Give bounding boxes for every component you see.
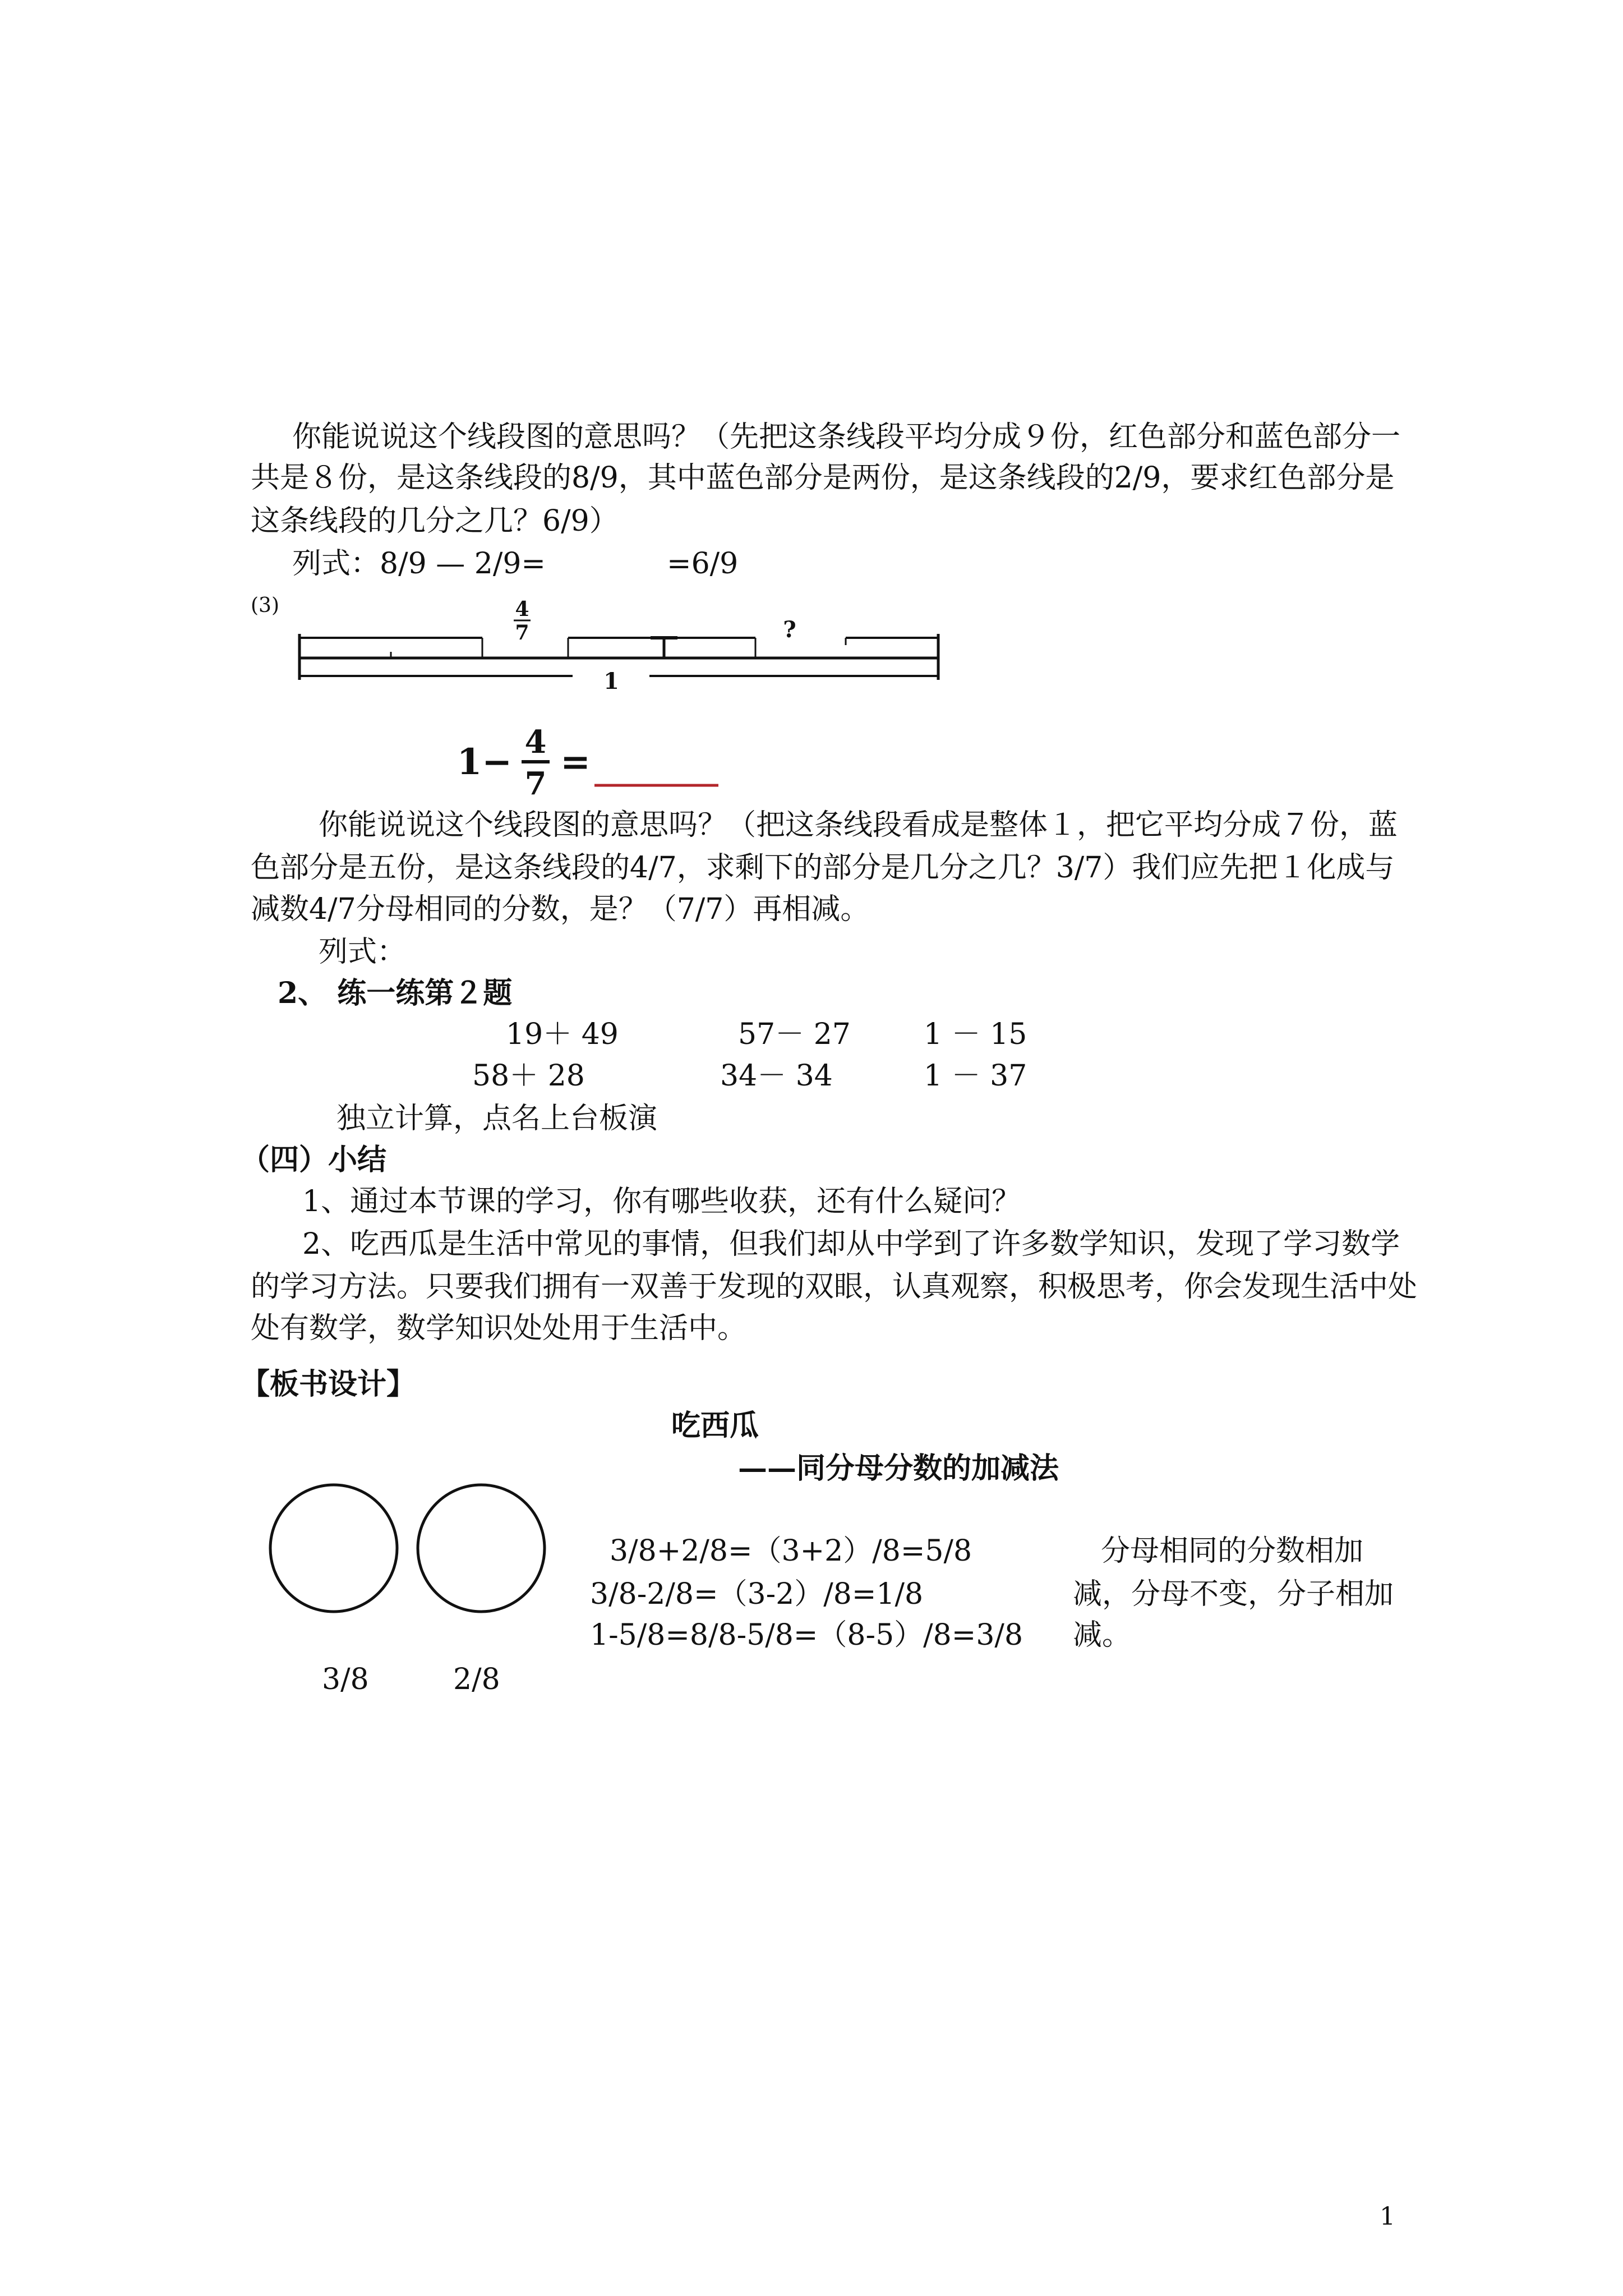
board-rule-line: 减。 bbox=[1073, 1618, 1132, 1652]
board-equation: 3/8-2/8=（3-2）/8=1/8 bbox=[590, 1577, 924, 1611]
exercise-note: 独立计算，点名上台板演 bbox=[336, 1102, 658, 1135]
expr-denominator: 7 bbox=[524, 765, 547, 802]
board-equation: 3/8+2/8=（3+2）/8=5/8 bbox=[610, 1534, 972, 1568]
circle-three-eighths bbox=[270, 1485, 397, 1612]
paragraph-line: 色部分是五份，是这条线段的4/7，求剩下的部分是几分之几？3/7）我们应先把１化成与 bbox=[251, 851, 1395, 885]
exercise-item: 57－ 27 bbox=[738, 1018, 851, 1051]
summary-line: 2、吃西瓜是生活中常见的事情，但我们却从中学到了许多数学知识，发现了学习数学 bbox=[302, 1227, 1400, 1261]
paragraph-line: 你能说说这个线段图的意思吗？（先把这条线段平均分成９份，红色部分和蓝色部分一 bbox=[292, 420, 1401, 454]
board-equation: 1-5/8=8/8-5/8=（8-5）/8=3/8 bbox=[590, 1618, 1023, 1652]
board-rule-line: 减，分母不变，分子相加 bbox=[1073, 1577, 1394, 1611]
paragraph-line: 你能说说这个线段图的意思吗？（把这条线段看成是整体１，把它平均分成７份，蓝 bbox=[319, 808, 1398, 842]
circle-two-eighths bbox=[418, 1485, 545, 1612]
figure-label: (3) bbox=[251, 594, 279, 617]
board-heading: 【板书设计】 bbox=[241, 1367, 416, 1401]
formula-left: 列式：8/9 — 2/9= bbox=[292, 547, 546, 581]
page-number: 1 bbox=[1380, 2202, 1395, 2231]
circle-label: 2/8 bbox=[453, 1663, 500, 1696]
exercise-heading: 2、 练一练第２题 bbox=[278, 976, 513, 1010]
exercise-item: 58＋ 28 bbox=[472, 1059, 585, 1093]
segment-diagram bbox=[280, 583, 965, 696]
unknown-mark: ? bbox=[783, 616, 796, 643]
summary-line: 处有数学，数学知识处处用于生活中。 bbox=[251, 1312, 747, 1345]
expr-operator: − bbox=[482, 741, 512, 783]
summary-heading: （四）小结 bbox=[241, 1143, 387, 1177]
circle-label: 3/8 bbox=[322, 1663, 369, 1696]
exercise-item: 1 － 37 bbox=[924, 1059, 1027, 1093]
whole-label: 1 bbox=[603, 668, 619, 694]
exercise-item: 1 － 15 bbox=[924, 1018, 1027, 1051]
part-numerator: 4 bbox=[515, 597, 529, 621]
exercise-item: 19＋ 49 bbox=[506, 1018, 619, 1051]
board-circles bbox=[264, 1475, 555, 1621]
subtraction-expression bbox=[449, 712, 740, 808]
formula-right: =6/9 bbox=[667, 547, 739, 581]
paragraph-line: 这条线段的几分之几？6/9） bbox=[251, 504, 619, 538]
board-subtitle: ——同分母分数的加减法 bbox=[738, 1451, 1059, 1485]
paragraph-line: 共是８份，是这条线段的8/9，其中蓝色部分是两份，是这条线段的2/9，要求红色部分是 bbox=[251, 461, 1395, 495]
formula-label: 列式： bbox=[319, 935, 407, 969]
expr-whole: 1 bbox=[457, 741, 482, 783]
part-denominator: 7 bbox=[515, 621, 529, 645]
expr-equals: = bbox=[560, 741, 591, 783]
summary-line: 1、通过本节课的学习，你有哪些收获，还有什么疑问？ bbox=[302, 1185, 1021, 1218]
summary-line: 的学习方法。只要我们拥有一双善于发现的双眼，认真观察，积极思考，你会发现生活中处 bbox=[251, 1270, 1418, 1304]
expr-numerator: 4 bbox=[524, 724, 547, 761]
exercise-item: 34－ 34 bbox=[720, 1059, 833, 1093]
paragraph-line: 减数4/7分母相同的分数，是？（7/7）再相减。 bbox=[251, 892, 870, 926]
board-title: 吃西瓜 bbox=[671, 1409, 759, 1443]
board-rule-line: 分母相同的分数相加 bbox=[1101, 1534, 1364, 1568]
